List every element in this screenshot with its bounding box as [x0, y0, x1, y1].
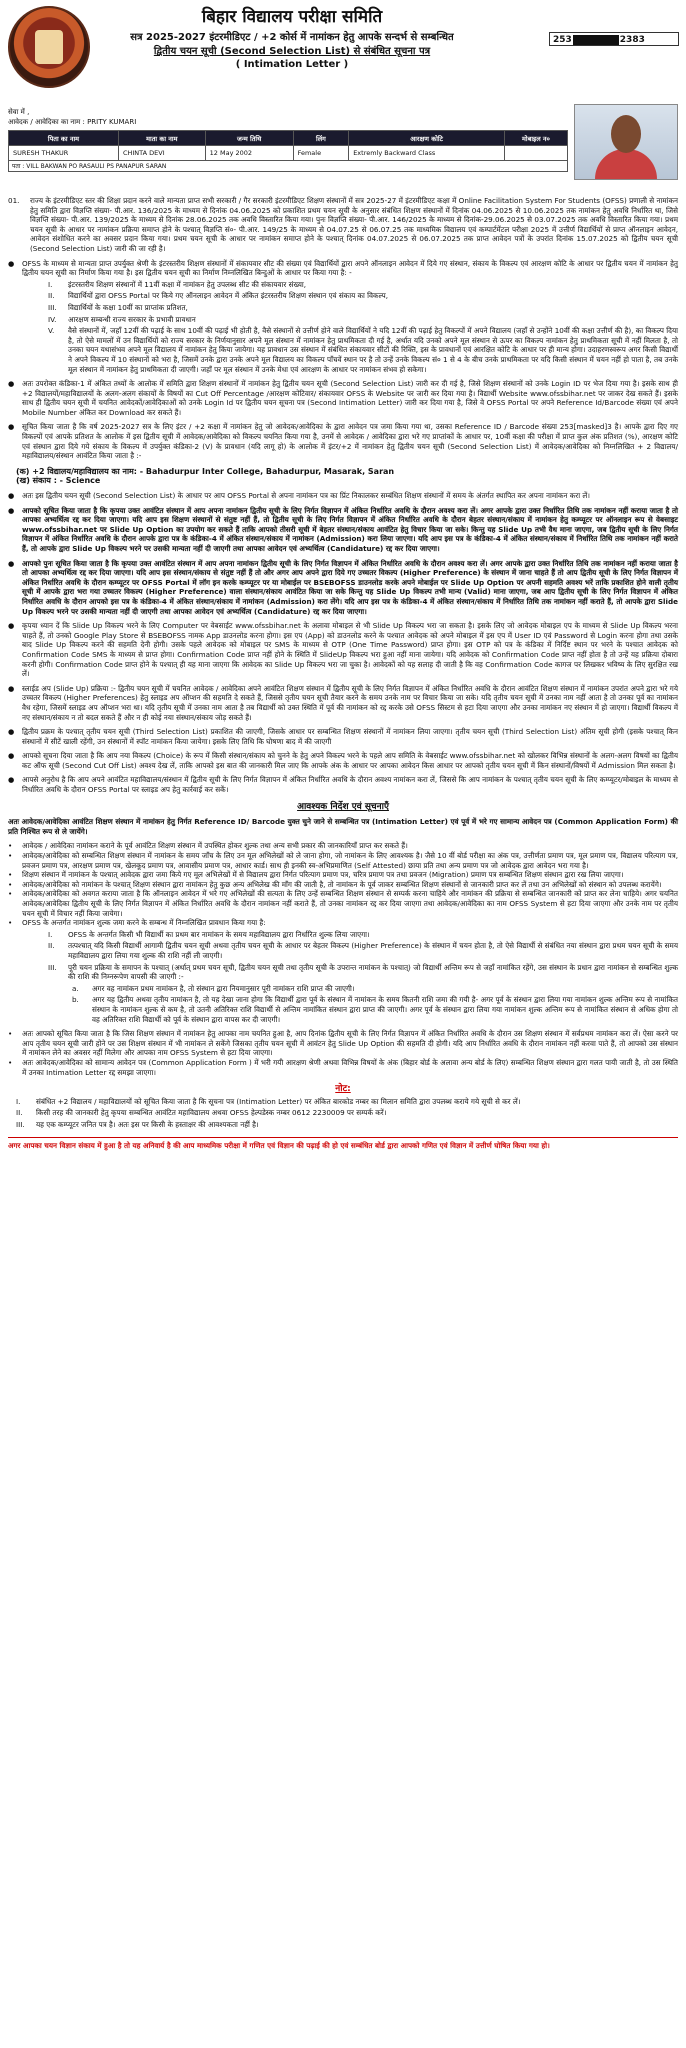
ref-suffix: 2383: [619, 35, 645, 45]
instruction-item: • आवेदक / आवेदिका नामांकन कराने के पूर्व आवंटित शिक्षण संस्थान में उपस्थित होकर शुल्क तथा अन्य सभी प्रकार की जानकारियाँ प्राप्त कर सकते हैं।: [8, 841, 408, 851]
fee-item: II. तत्पश्चात् यदि किसी विद्यार्थी आगामी द्वितीय चयन सूची अथवा तृतीय चयन सूची के आधार पर बेहतर विकल्प (Higher Preference) के संस्थान में चयन होता है, तो ऐसे विद्यार्थी से संबंधित नया संस्थान द्वारा प्रथम चयन सूची के समय महाविद्यालय द्वारा लिया गया शुल्क की राशि नहीं ली जाएगी।: [48, 941, 678, 960]
fee-item: III. पूरी चयन प्रक्रिया के समापन के पश्चात् (अर्थात् प्रथम चयन सूची, द्वितीय चयन सूची तथा तृतीय सूची के उपरान्त नामांकन के पश्चात्) जो विद्यार्थी अन्तिम रूप से जहाँ नामांकित रहेंगे, उस संस्थान के प्रधान द्वारा नामांकन से सम्बन्धित शुल्क की राशि की निम्नरूपेण वापसी की जाएगी :-: [48, 962, 678, 982]
bseb-seal-logo: [8, 6, 90, 88]
bullet-icon: ●: [8, 727, 15, 737]
info-bullet: ● आपको सूचित किया जाता है कि कृपया उक्त आवंटित संस्थान में आप अपना नामांकन द्वितीय सूची के लिए निर्गत विज्ञापन में अंकित निर्धारित अवधि के दौरान अवश्य करा लें। अगर आपके द्वारा उक्त निर्धारित तिथि तक नामांकन नहीं कराया जाता है तो आपका अभ्यर्थित्व रद्द कर दिया जाएगा। यदि आप इस शिक्षण संस्थानों से संतुष्ट नहीं हैं, तो द्वितीय सूची के लिए निर्गत विज्ञापन में अंकित निर्धारित अवधि के दौरान बेहतर संस्थान/संकाय में नामांकन हेतु कम्प्यूटर पर ऑनलाइन रूप से वेबसाइट www.ofssbihar.net पर Slide Up Option का उपयोग कर सकते हैं ताकि आपको तीसरी सूची में बेहतर संस्थान/संकाय आवंटित हेतु विचार किया जा सके। किन्तु यह Slide Up तभी वैध माना जाएगा, जब द्वितीय सूची के लिए निर्गत विज्ञापन में अंकित निर्धारित अवधि के दौरान आपके द्वारा पत्र के कंडिका-4 में अंकित संस्थान/संकाय में नामांकन (Admission) करा लिया जाएगा। यदि आप इस पत्र के कंडिका-4 में अंकित संस्थान/संकाय में निर्धारित तिथि तक नामांकन नहीं कराते हैं, तो आपके द्वारा Slide Up विकल्प भरने पर उसकी मान्यता नहीं दी जाएगी तथा आपका आवेदन एवं अभ्यर्थित्व (Candidature) रद्द कर दिया जाएगा।: [8, 505, 678, 553]
instructions-heading: आवश्यक निर्देश एवं सूचनाएँ: [297, 801, 389, 812]
faculty-row: (ख) संकाय : - Science: [16, 476, 101, 486]
col-category: आरक्षण कोटि: [349, 131, 505, 146]
col-mobile: मोबाइल न०: [504, 131, 567, 146]
bullet-icon: ●: [8, 258, 15, 268]
criteria-item: I. इंटरस्तरीय शिक्षण संस्थानों में 11वीं कक्षा में नामांकन हेतु उपलब्ध सीट की संकायवार संख्या,: [48, 279, 307, 289]
mobile-value: [504, 146, 567, 161]
category-value: Extremly Backward Class: [349, 146, 505, 161]
allotment-bullet: [8, 422, 678, 460]
mother-name: CHINTA DEVI: [118, 146, 205, 161]
instruction-item: • आवेदक/आवेदिका को सम्बन्धित शिक्षण संस्थान में नामांकन के समय जाँच के लिए उन मूल अभिलेखों को ले जाना होगा, जो नामांकन के लिए आवश्यक है। जैसे 10 वीं बोर्ड परीक्षा का अंक पत्र, उत्तीर्णता प्रमाण पत्र, मूल प्रमाण पत्र, विद्यालय परित्याग पत्र, प्रवजन प्रमाण पत्र, आरक्षण प्रमाण पत्र, खेलकूद प्रमाण पत्र, आवासीय प्रमाण पत्र, आधार कार्ड। साथ ही इनकी स्व-अभिप्रमाणित (Self Attested) छाया प्रति तथा अन्य प्रमाण पत्र जो आवेदक द्वारा आवेदन भरा गया है।: [8, 851, 678, 870]
candidate-photo: [574, 104, 678, 180]
candidate-address: पता : VILL BAKWAN PO RASAULI PS PANAPUR SARAN: [8, 160, 568, 172]
science-warning: [8, 1137, 678, 1151]
info-bullet: ● कृपया ध्यान दें कि Slide Up विकल्प भरने के लिए Computer पर वेबसाईट www.ofssbihar.net के अलावा मोबाइल से भी Slide Up विकल्प भरा जा सकता है। इसके लिए जो आवेदक मोबाइल एप के माध्यम से Slide Up विकल्प भरना चाहते हैं, तो उनको Google Play Store से BSEBOFSS नामक App डाउनलोड करना होगा। इस एप (App) को डाउनलोड करने के पश्चात आवेदक को अपने मोबाइल में इस एप में User ID एवं Password से Login करना होगा तथा उसके बाद Slide Up विकल्प करने की सहमति देनी होगी। उसके पहले आवेदक को मोबाइल पर SMS के माध्यम से OTP (One Time Password) प्राप्त होगा। इस OTP को पत्र के कंडिका में निर्दिष्ट स्थान पर भरने के पश्चात आवेदक को Confirmation Code SMS के माध्यम से प्राप्त होगा। Confirmation Code प्राप्त नहीं होने के स्थिति में SlideUp विकल्प भरा हुआ नहीं माना जायेगा। यदि आवेदक को Confirmation Code प्राप्त नहीं होता है तो उन्हें यह प्रक्रिया दोबारा करनी होगी। Confirmation Code प्राप्त होने के पश्चात् ही यह माना जाएगा कि आवेदक का Slide Up विकल्प भरा जा चुका है। आवेदकों को यह सलाह दी जाती है कि वह Confirmation Code कागज पर लिखकर भविष्य के लिए सुरक्षित रख लें।: [8, 621, 678, 679]
note-item: III. यह एक कम्प्यूटर जनित पत्र है। अतः इस पर किसी के हस्ताक्षर की आवश्यकता नहीं है।: [16, 1119, 259, 1129]
ofss-intro-text: OFSS के माध्यम से मान्यता प्राप्त उपर्युक्त श्रेणी के इंटरस्तरीय शिक्षण संस्थानों में संकायवार सीट की संख्या एवं विद्यार्थियों द्वारा अपने ऑनलाइन आवेदन में दिये गए संस्थान, संकाय के विकल्प एवं आरक्षण कोटि के आधार पर द्वितीय चयन में नामांकन हेतु द्वितीय चयन सूची का निर्माण किया गया है। इस द्वितीय चयन सूची का निर्माण निम्नलिखित बिन्दुओं के आधार पर किया गया है: -: [22, 258, 678, 278]
para-text: राज्य के इंटरमीडिएट स्तर की शिक्षा प्रदान करने वाले मान्यता प्राप्त सभी सरकारी / गैर सरकारी इंटरमीडिएट शिक्षण संस्थानों में सत्र 2025-27 में इंटरमीडिएट कक्षा में Online Facilitation System For Students (OFSS) प्रणाली से नामांकन हेतु समिति द्वारा विज्ञप्ति संख्या- पी.आर. 136/2025 के माध्यम से दिनांक 04.06.2025 को प्रकाशित प्रथम चयन सूची के अनुसार संबंधित शिक्षण संस्थानों में दिनांक 04.06.2025 से 10.06.2025 तक नामांकन हेतु अवधि निर्धारित था, जिसे विज्ञप्ति संख्या- पी.आर. 139/2025 के माध्यम से दिनांक 28.06.2025 तक अवधि विस्तारित किया गया। पुनः विज्ञप्ति संख्या- पी.आर. 146/2025 के माध्यम से दिनांक-29.06.2025 से 03.07.2025 तक अवधि विस्तारित किया गया। प्रथम चयन सूची के आधार पर नामांकन प्रक्रिया समाप्त होने के पश्चात् विज्ञप्ति सं०- पी.आर. 149/25 के माध्यम से 04.07.25 से 06.07.25 तक माध्यमिक विद्यालय एवं कम्पार्टमेंटल परीक्षा 2025 में उत्तीर्ण विद्यार्थियों से प्राप्त ऑनलाइन आवेदन, आवेदन संशोधित करने का अवसर प्रदान किया गया। प्रथम चयन सूची के आधार पर नामांकन समाप्त होने के पश्चात् दिनांक 04.07.2025 से 06.07.2025 तक प्राप्त आवेदन पत्रों के उपरांत दिनांक 15.07.2025 को द्वितीय चयन सूची (Second Selection List) जारी की जा रही है।: [30, 196, 678, 253]
instructions-lead: अतः आवेदक/आवेदिका आवंटित शिक्षण संस्थान में नामांकन हेतु निर्गत Reference ID/ Barcode युक्त चुने जाने से सम्बन्धित पत्र (Intimation Letter) एवं पूर्व में भरे गए सामान्य आवेदन पत्र (Common Application Form) की प्रति निश्चित रूप से ले जायेंगे।: [8, 817, 678, 836]
instruction-item: • आवेदक/आवेदिका को अवगत कराया जाता है कि ऑनलाइन आवेदन में भरे गए अभिलेखों की सत्यता के लिए उन्हें सम्बन्धित शिक्षण संस्थान से सम्पर्क करना चाहिये और नामांकन की प्रक्रिया से सम्बन्धित जानकारी को प्राप्त कर लेना चाहिये। अगर चयनित आवेदक/आवेदिका द्वितीय सूची के लिए निर्गत विज्ञापन में अंकित निर्धारित अवधि के दौरान नामांकन नहीं कराते हैं, तो उनका नामांकन रद्द कर दिया जाएगा तथा आवेदक/आवेदिका का नाम OFSS System से हटा दिया जाएगा और उनके नाम पर तृतीय चयन सूची में विचार नहीं किया जायेगा।: [8, 889, 678, 918]
bullet-icon: ●: [8, 422, 15, 432]
instruction-item: • शिक्षण संस्थान में नामांकन के पश्चात् आवेदक द्वारा जमा किये गए मूल अभिलेखों में से विद्यालय द्वारा निर्गत परित्याग प्रमाण पत्र, चरित्र प्रमाण पत्र तथा प्रवजन (Migration) प्रमाण पत्र सम्बन्धित शिक्षण संस्थान द्वारा रख लिया जाएगा।: [8, 870, 624, 880]
college-name-row: (क) +2 विद्यालय/महाविद्यालय का नाम: - Bahadurpur Inter College, Bahadurpur, Masarak, Saran: [16, 466, 395, 476]
science-warning-text: अगर आपका चयन विज्ञान संकाय में हुआ है तो यह अनिवार्य है की आप माध्यमिक परीक्षा में गणित एवं विज्ञान की पढ़ाई की हो एवं सम्बंधित बोर्ड द्वारा आपको गणित एवं विज्ञान में उत्तीर्ण घोषित किया गया हो।: [8, 1141, 550, 1151]
fee-subitem: a. अगर वह नामांकन प्रथम नामांकन है, तो संस्थान द्वारा नियमानुसार पूरी नामांकन राशि प्राप्त की जाएगी।: [72, 983, 355, 993]
fee-list: [8, 930, 678, 1024]
bullet-icon: ●: [8, 558, 15, 568]
intimation-letter-label: ( Intimation Letter ): [235, 59, 349, 70]
board-name: बिहार विद्यालय परीक्षा समिति: [201, 7, 383, 27]
bullet-icon: ●: [8, 379, 15, 389]
info-bullet: ● स्लाईड अप (Slide Up) प्रक्रिया :- द्वितीय चयन सूची में चयनित आवेदक / आवेदिका अपने आवंटित शिक्षण संस्थान में द्वितीय सूची के लिए निर्गत विज्ञापन में अंकित निर्धारित अवधि के दौरान आवंटित शिक्षण संस्थान में नामांकन उपरांत अपने द्वारा भरे गये उच्चतर विकल्प (Higher Preferences) हेतु स्लाइड अप ऑप्शन की सहमति दे सकते हैं, जिससे तृतीय चयन सूची तैयार करने के समय उनके नाम पर विचार किया जा सके। यदि तृतीय चयन सूची में उनका नाम नहीं आता है तो उनका पूर्व का नामांकन वैध रहेगा, जिसमें स्लाइड अप ऑप्शन भरा था। यदि तृतीय सूची में उनका नाम आता है तब विद्यार्थी को उक्त स्थिति में पूर्व की नामांकन को रद्द करके उसे OFSS सिस्टम से हटा दिया जाएगा और उनका नामांकन नए संस्थान में हो जाएगा। विद्यार्थी विकल्प में नए संस्थान/संकाय न तो बदल सकते हैं और न ही कोई नया संस्थान/संकाय जोड़ सकते हैं।: [8, 683, 678, 722]
session-line: सत्र 2025-2027 इंटरमीडिएट / +2 कोर्स में नामांकन हेतु आपके सन्दर्भ से सम्बन्धित: [130, 32, 454, 43]
bullet-icon: ●: [8, 775, 15, 785]
candidate-info-table: [8, 130, 568, 161]
photo-face: [611, 115, 641, 153]
col-mother: माता का नाम: [118, 131, 205, 146]
allotted-college: [16, 467, 678, 486]
bullet-icon: ●: [8, 683, 15, 693]
slide-warning: • अतः आपको सूचित किया जाता है कि जिस शिक्षण संस्थान में नामांकन हेतु आपका नाम चयनित हुआ है, आप दिनांक द्वितीय सूची के लिए निर्गत विज्ञापन में अंकित निर्धारित अवधि के दौरान उस शिक्षण संस्थान में सर्वप्रथम नामांकन करा लें। ऐसा करने पर आप तृतीय चयन सूची जारी होने पर उस शिक्षण संस्थान में भी नामांकन ले सकेंगे जिसका तृतीय चयन सूची में आवंटन हेतु Slide Up Option की सहमति दी होगी। यदि आप निर्धारित अवधि के दौरान नामांकन नहीं करवा पाते हैं, तो आपको उस संस्थान में नामांकन लेने का अवसर नहीं मिलेगा और आपका नाम OFSS System से हटा दिया जाएगा।: [8, 1029, 678, 1058]
criteria-item: IV. आरक्षण सम्बन्धी राज्य सरकार के प्रभावी प्रावधान: [48, 314, 196, 324]
dob-value: 12 May 2002: [205, 146, 293, 161]
allotment-text: सूचित किया जाता है कि वर्ष 2025-2027 सत्र के लिए इंटर / +2 कक्षा में नामांकन हेतु जो आवेदक/आवेदिका के द्वारा आवेदन पत्र जमा किया गया था, उसका Reference ID / Barcode संख्या 253[masked]3 है। आपके द्वारा दिए गए विकल्पों एवं आपके प्रतिशत के आलोक में इस द्वितीय सूची में आवेदक/आवेदिका को विकल्प चयनित किया गया है, उनमें से आवेदक / आवेदिका द्वारा भरे गए प्राप्तांकों के आधार पर, 10वीं कक्षा की परीक्षा में प्राप्त कुल अंक प्रतिशत (%), आरक्षण कोटि एवं संस्थान द्वारा दिये गये संकाय के विकल्प में उपर्युक्त कंडिका-2 (V) के प्रावधान (यदि लागू हो) के आलोक में इंटर/+2 में नामांकन हेतु द्वितीय चयन सूची (Second Selection List) में आवेदक/आवेदिका को निम्नलिखित + 2 विद्यालय/महाविद्यालय/संस्थान आवंटित किया जाता है :-: [22, 422, 678, 461]
ref-prefix: 253: [553, 35, 572, 45]
common-form-note: • अतः आवेदक/आवेदिका को सामान्य आवेदन पत्र (Common Application Form ) में भरी गयी आरक्षण श्रेणी अथवा विभिन्न विषयों के अंक (बिहार बोर्ड के अलावा अन्य बोर्ड के लिए) सम्बन्धित शिक्षण संस्थान द्वारा गलत पायी जाती है, तो उस स्थिति में उनका Intimation Letter रद्द समझा जाएगा।: [8, 1057, 678, 1077]
title-block: [92, 4, 492, 70]
letter-header: [0, 0, 686, 96]
info-bullet: ● द्वितीय प्रक्रम के पश्चात् तृतीय चयन सूची (Third Selection List) प्रकाशित की जाएगी, जिसके आधार पर सम्बन्धित शिक्षण संस्थानों में नामांकन लिया जाएगा। तृतीय चयन सूची (Third Selection List) अंतिम सूची होगी (इसके पश्चात् किन संस्थानों में सीटें खाली रहेंगी, उन संस्थानों में स्पॉट नामांकन किया जायेगा। इसके लिए तिथि कि घोषणा बाद में की जाएगी: [8, 727, 678, 746]
criteria-item: III. विद्यार्थियों के कक्षा 10वीं का प्राप्तांक प्रतिशत,: [48, 302, 188, 312]
info-header-row: [9, 131, 568, 146]
fee-subitem: b. अगर यह द्वितीय अथवा तृतीय नामांकन है, तो यह देखा जाना होगा कि विद्यार्थी द्वारा पूर्व के संस्थान में नामांकन के समय कितनी राशि जमा की गयी है- अगर पूर्व के संस्थान द्वारा लिया गया नामांकन शुल्क अन्तिम रूप से नामांकित संस्थान के नामांकन शुल्क से कम है, तो उतनी अतिरिक्त राशि विद्यार्थी से अन्तिम नामांकित संस्थान द्वारा प्राप्त की जाएगी। अगर पूर्व के संस्थान द्वारा लिया गया नामांकन शुल्क अन्तिम रूप से नामांकित संस्थान से अधिक होगा तो वह अतिरिक्त राशि विद्यार्थी को पूर्व के संस्थान द्वारा वापस कर दी जाएगी।: [72, 995, 678, 1024]
letter-body: [8, 196, 678, 1151]
info-bullet: ● आपको सूचना दिया जाता है कि आप नया विकल्प (Choice) के रूप में किसी संस्थान/संकाय को चुनने के हेतु अपने विकल्प भरने के पहले आप समिति के वेबसाईट www.ofssbihar.net को खोलकर विभिन्न संस्थानों के अलग-अलग विषयों का द्वितीय कट ऑफ सूची (Second Cut Off List) अवश्य देख लें, ताकि आपको इस बात की जानकारी मिल जाए कि आपके अंक के आधार पर आपका आवेदन किस आधार पर आपको तृतीय चयन सूची में किन संस्थानों/विषयों में Admission मिल सकता है।: [8, 751, 678, 770]
criteria-list: [8, 280, 678, 374]
bullet-icon: ●: [8, 621, 15, 631]
note-item: II. किसी तरह की जानकारी हेतु कृपया सम्बन्धित आवंटित महाविद्यालय अथवा OFSS हेल्पडेस्क नम्बर 0612 2230009 पर सम्पर्क करें।: [16, 1108, 387, 1118]
info-bullet: ● आपसे अनुरोध है कि आप अपने आवंटित महाविद्यालय/संस्थान में द्वितीय सूची के लिए निर्गत विज्ञापन में अंकित निर्धारित अवधि के दौरान अवश्य नामांकन करा लें, जिससे कि आप नामांकन के पश्चात् तृतीय चयन सूची के लिए कम्प्यूटर/मोबाइल के माध्यम से निर्धारित अवधि के दौरान OFSS Portal पर स्लाइड अप हेतु कार्रवाई कर सकें।: [8, 775, 678, 795]
info-bullet: ● अतः इस द्वितीय चयन सूची (Second Selection List) के आधार पर आप OFSS Portal से अपना नामांकन पत्र का प्रिंट निकालकर सम्बंधित शिक्षण संस्थानों में समय के अंतर्गत स्थापित कर अपना नामांकन करा लें।: [8, 491, 590, 501]
instruction-item: • आवेदक/आवेदिका को नामांकन के पश्चात् शिक्षण संस्थान द्वारा नामांकन हेतु कुछ अन्य अभिलेख की माँग की जाती है, तो नामांकन के पूर्व जाकर सम्बन्धित शिक्षण संस्थानों से जानकारी प्राप्त कर लें तथा उन अभिलेखों को संस्थान को उपलब्ध करायेंगे।: [8, 879, 662, 889]
info-value-row: [9, 146, 568, 161]
applicant-name: PRITY KUMARI: [87, 118, 137, 126]
bullet-icon: ●: [8, 505, 15, 515]
col-father: पिता का नाम: [9, 131, 119, 146]
faculty-name: Science: [65, 476, 101, 486]
applicant-label: आवेदक / आवेदिका का नाम :: [8, 118, 85, 126]
fee-item: I. OFSS के अन्तर्गत किसी भी विद्यार्थी का प्रथम बार नामांकन के समय महाविद्यालय द्वारा निर्धारित शुल्क लिया जाएगा।: [48, 929, 370, 939]
gender-value: Female: [293, 146, 349, 161]
selection-list-line: द्वितीय चयन सूची (Second Selection List) से संबंधित सूचना पत्र: [153, 46, 431, 57]
seal-center: [35, 30, 63, 64]
criteria-item: V. वैसे संस्थानों में, जहाँ 12वीं की पढ़ाई के साथ 10वीं की पढ़ाई भी होती है, वैसे संस्थानों से उत्तीर्ण होने वाले विद्यार्थियों ने यदि 12वीं की पढ़ाई हेतु विकल्पों में अपने विद्यालय (जहाँ से उन्होंने 10वीं की कक्षा उत्तीर्ण की है), का विकल्प दिया है, तो ऐसे मामलों में उन विद्यार्थियों को राज्य सरकार के निर्णयानुसार अपने मूल संस्थान में नामांकन हेतु प्राथमिकता दी गई है, अर्थात यदि उनको अपने मूल संस्थान से ऊपर का विकल्प नामांकन हेतु प्राथमिकता सूची में नहीं मिलता है, तो उनका चयन यथासंभव अपने मूल विद्यालय में नामांकन हेतु किया जायेगा। यह प्रावधान उस संस्थान में संबंधित संकायवार सीटों की रिक्ति, इस के प्रावधानों एवं आरक्षित कोटि के आधार पर ही मान्य होगा। उदाहरणस्वरूप अगर किसी विद्यार्थी ने अपने विकल्प में 10 संस्थानों को भरा है, जिसमें उनके द्वारा उनके अपने मूल विद्यालय का विकल्प पाँचवें स्थान पर है तो उन्हें उनके विकल्प सं० 1 से 4 के बीच उनके प्राथमिकता पर यदि किसी संस्थान में चयन नहीं हो पाता है, तब उनके मूल संस्थान में नामांकन हेतु प्राथमिकता दी जाएगी। जहाँ पर मूल संस्थान में उनके मेधा एवं आरक्षण के आधार पर नामांकन संभव हो सकेगा।: [48, 326, 678, 374]
reference-id-box: [549, 32, 679, 46]
selection-list-bullet: [8, 379, 678, 417]
father-name: SURESH THAKUR: [9, 146, 119, 161]
para-number: 01.: [8, 196, 20, 205]
instruction-item: • OFSS के अन्तर्गत नामांकन शुल्क जमा करने के सम्बन्ध में निम्नलिखित प्रावधान किया गया है:: [8, 918, 266, 928]
col-dob: जन्म तिथि: [205, 131, 293, 146]
selection-list-text: अतः उपरोक्त कंडिका-1 में अंकित तथ्यों के आलोक में समिति द्वारा शिक्षण संस्थानों में नामांकन हेतु द्वितीय चयन सूची (Second Selection List) जारी कर दी गई है, जिसे शिक्षण संस्थानों को उनके Login ID पर भेज दिया गया है। इसके साथ ही +2 विद्यालयों/महाविद्यालयों के अलग-अलग संकायों के विषयों का Cut Off Percentage /आरक्षण कोटिवार/ संकायवार OFSS के Website पर जारी कर दिया गया है। विद्यार्थी Website www.ofssbihar.net पर जाकर देख सकते हैं। इसके साथ ही द्वितीय चयन सूची में चयनित आवेदकों/आवेदिकाओं को उनके Login Id पर द्वितीय चयन सूचना पत्र (Second Intimation Letter) जारी कर दिया गया है, जिसे वे OFSS Portal पर अपने Reference Id/Barcode संख्या एवं अपने Mobile Number अंकित कर Download कर सकते हैं।: [22, 379, 678, 417]
photo-body: [595, 149, 657, 180]
bullet-icon: ●: [8, 751, 15, 761]
ofss-intro-bullet: [8, 259, 678, 278]
note-heading: नोट:: [335, 1084, 351, 1095]
applicant-line: [8, 118, 136, 127]
para-01: [8, 196, 678, 254]
college-name: Bahadurpur Inter College, Bahadurpur, Masarak, Saran: [145, 466, 395, 476]
salutation: सेवा में ,: [8, 108, 30, 116]
criteria-item: II. विद्यार्थियों द्वारा OFSS Portal पर किये गए ऑनलाइन आवेदन में अंकित इंटरस्तरीय शिक्षण संस्थान एवं संकाय का विकल्प,: [48, 291, 389, 301]
note-list: [8, 1097, 678, 1130]
info-bullet: ● आपको पुनः सूचित किया जाता है कि कृपया उक्त आवंटित संस्थान में आप अपना नामांकन द्वितीय सूची के लिए निर्गत विज्ञापन में अंकित निर्धारित अवधि के दौरान अवश्य करा लें। अगर आपके द्वारा उक्त निर्धारित तिथि तक नामांकन नहीं कराया जाता है तो आपका अभ्यर्थित्व रद्द कर दिया जाएगा। यदि आप इस संस्थान/संकाय से संतुष्ट नहीं हैं तो और अगर आप अपने द्वारा दिये गए उच्चतर विकल्प (Higher Preference) के संस्थान में जाना चाहते हैं तो आप द्वितीय सूची के लिए निर्गत विज्ञापन में अंकित निर्धारित अवधि के दौरान कम्प्यूटर पर OFSS Portal में लॉग इन करके कम्प्यूटर पर या मोबाईल पर BSEBOFSS डाउनलोड करके अपने मोबाईल पर Slide Up Option पर अपनी सहमति अवश्य भरें ताकि प्रकाशित होने वाली तृतीय सूची में आपके द्वारा भरा गया उच्चतर विकल्प (Higher Preference) वाला संस्थान/संकाय आवंटित किया जा सके किन्तु यह Slide Up विकल्प तभी मान्य (Valid) माना जाएगा, जब आप द्वितीय सूची के लिए निर्गत विज्ञापन में अंकित निर्धारित अवधि के दौरान आपको इस पत्र के कंडिका-4 में अंकित संस्थान/संकाय में नामांकन (Admission) करा लेंगे। यदि आप इस पत्र के कंडिका-4 में अंकित संस्थान/संकाय में निर्धारित तिथि तक नामांकन नहीं कराते हैं, तो आपके द्वारा Slide Up विकल्प भरने पर उसकी मान्यता नहीं दी जाएगी तथा आपका आवेदन एवं अभ्यर्थित्व (Candidature) रद्द कर दिया जाएगा।: [8, 558, 678, 616]
note-item: I. संबंधित +2 विद्यालय / महाविद्यालयों को सूचित किया जाता है कि सूचना पत्र (Intimation Letter) पर अंकित बारकोड नम्बर का मिलान समिति द्वारा उपलब्ध कराये गये सूची से कर लें।: [16, 1096, 521, 1106]
col-gender: लिंग: [293, 131, 349, 146]
ref-masked-digits: [573, 35, 619, 45]
bullet-icon: ●: [8, 491, 15, 501]
